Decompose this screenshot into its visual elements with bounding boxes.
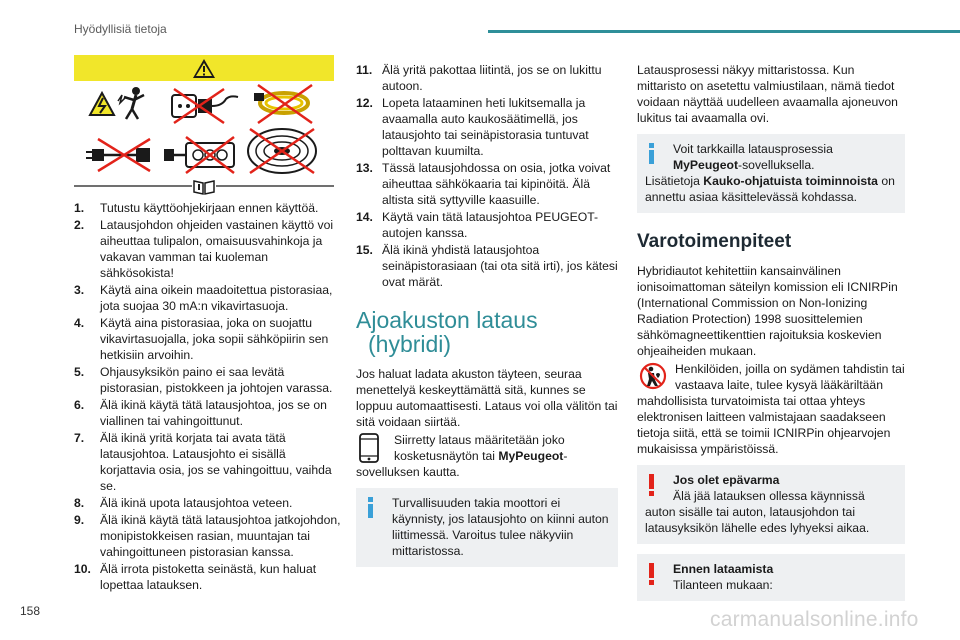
list-item: 12. Lopeta lataaminen heti lukitsemalla ja avaamalla auto kaukosäätimellä, jos latausjohto tai seinäpistorasia tuntuvat polttavan kuumilta. [356, 96, 589, 158]
warning-box-uncertain: Jos olet epävarma Älä jää latauksen ollessa käynnissä auton sisälle tai auton, latausjohdon tai latausyksikön lähelle edes lyhyeksi aikaa. [637, 465, 905, 544]
charging-display-text: Latausprosessi näkyy mittaristossa. Kun mittaristo on asetettu valmiustilaan, nämä tiedot voidaan näyttää uudelleen avaamalla ajoneuvon lukitus tai avaamalla ovi. [637, 63, 898, 125]
charging-cable-safety-illustration [74, 55, 334, 197]
list-item: 8. Älä ikinä upota latausjohtoa veteen. [74, 496, 293, 510]
header-accent-bar [488, 30, 960, 33]
safety-list-part1 [74, 200, 342, 593]
info-box-mypeugeot: Voit tarkkailla latausprosessia MyPeugeot-sovelluksella. Lisätietoja Kauko-ohjatuista toiminnoista on annettu asiaa käsittelevässä kohdassa. [637, 134, 905, 213]
warning-icon [649, 563, 654, 585]
running-header-title: Hyödyllisiä tietoja [74, 22, 167, 36]
icnirp-text: Hybridiautot kehitettiin kansainvälinen ionisoimattoman säteilyn komission eli ICNIRPin (International Commission on Non-Ionizing Radiation Protection) 1998 suosittelemien sähkömagneettikenttien rajoituksia koskevien ohjeaiheiden mukaan. [637, 264, 898, 358]
charging-intro: Jos haluat ladata akuston täyteen, seuraa menettelyä keskeyttämättä sitä, kunnes se loppuu automaattisesti. Lataus voi olla välitön tai sitä voidaan siirtää. [356, 367, 618, 429]
warning-box-before-charging: Ennen lataamista Tilanteen mukaan: [637, 554, 905, 601]
list-item: 7. Älä ikinä yritä korjata tai avata tätä latausjohtoa. Latausjohto ei sisällä korjattavia osia, jos se vahingoittuu, vaihda se. [74, 431, 332, 493]
watermark: carmanualsonline.info [710, 608, 919, 631]
no-cable-reel-icon [248, 129, 316, 173]
warning-icon [649, 474, 654, 496]
no-extension-cable-icon [86, 139, 150, 171]
list-item: 9. Älä ikinä käytä tätä latausjohtoa jatkojohdon, monipistokkeisen rasian, muuntajan tai vahingoittuneen pistorasian kanssa. [74, 513, 341, 559]
info-box-engine-start: Turvallisuuden takia moottori ei käynnisty, jos latausjohto on kiinni auton liittimessä. Varoitus tulee näkyviin mittaristossa. [356, 488, 618, 567]
list-item: 6. Älä ikinä käytä tätä latausjohtoa, jos se on viallinen tai vahingoittunut. [74, 398, 327, 428]
page-number: 158 [20, 604, 41, 618]
list-item: 4. Käytä aina pistorasiaa, joka on suojattu vikavirtasuojalla, joka sopii sähköpiirin sen hetkisiin arvoihin. [74, 316, 329, 362]
electric-hazard-icon [90, 87, 144, 119]
list-item: 11. Älä yritä pakottaa liitintä, jos se on lukittu autoon. [356, 63, 602, 93]
no-pacemaker-icon [639, 362, 667, 390]
right-column [637, 62, 905, 611]
list-item: 2. Latausjohdon ohjeiden vastainen käyttö voi aiheuttaa tulipalon, omaisuusvahinkoja ja vakavan vamman tai kuoleman sähkösokista! [74, 218, 334, 280]
info-icon [649, 143, 654, 164]
no-coiled-cable-icon [254, 85, 312, 123]
list-item: 3. Käytä aina oikein maadoitettua pistorasiaa, jota suojaa 30 mA:n vikavirtasuoja. [74, 283, 333, 313]
manual-book-icon [192, 179, 216, 194]
smartphone-icon [358, 433, 380, 463]
safety-list-part2 [356, 62, 618, 290]
list-item: 13. Tässä latausjohdossa on osia, jotka voivat aiheuttaa sähkökaaria tai kipinöitä. Älä altista sitä syttyville kaasuille. [356, 161, 611, 207]
charging-section-title: Ajoakuston lataus (hybridi) [356, 307, 538, 357]
list-item: 1. Tutustu käyttöohjekirjaan ennen käyttöä. [74, 201, 319, 215]
info-icon [368, 497, 373, 518]
no-multi-socket-icon [164, 137, 234, 173]
deferred-charging-note: Siirretty lataus määritetään joko kosketusnäytön tai MyPeugeot- sovelluksen kautta. [356, 433, 568, 479]
list-item: 14. Käytä vain tätä latausjohtoa PEUGEOT-autojen kanssa. [356, 210, 599, 240]
left-column [74, 200, 342, 594]
list-item: 15. Älä ikinä yhdistä latausjohtoa seinäpistorasiaan (tai ota sitä irti), jos kätesi ovat märät. [356, 243, 618, 289]
precautions-section-title: Varotoimenpiteet [637, 231, 792, 252]
pacemaker-note: Henkilöiden, joilla on sydämen tahdistin tai vastaava laite, tulee kysyä lääkäriltään mahdollisista turvatoimista tai ottaa yhteys elektronisen laitteen valmistajaan saadakseen tietoja siitä, että se toimii ICNIRPin ohjearvojen mukaisissa ympäristöissä. [637, 362, 905, 456]
list-item: 10. Älä irrota pistoketta seinästä, kun haluat lopettaa latauksen. [74, 562, 317, 592]
list-item: 5. Ohjausyksikön paino ei saa levätä pistorasian, pistokkeen ja johtojen varassa. [74, 365, 333, 395]
no-adapter-icon [172, 89, 238, 123]
middle-column [356, 62, 618, 577]
